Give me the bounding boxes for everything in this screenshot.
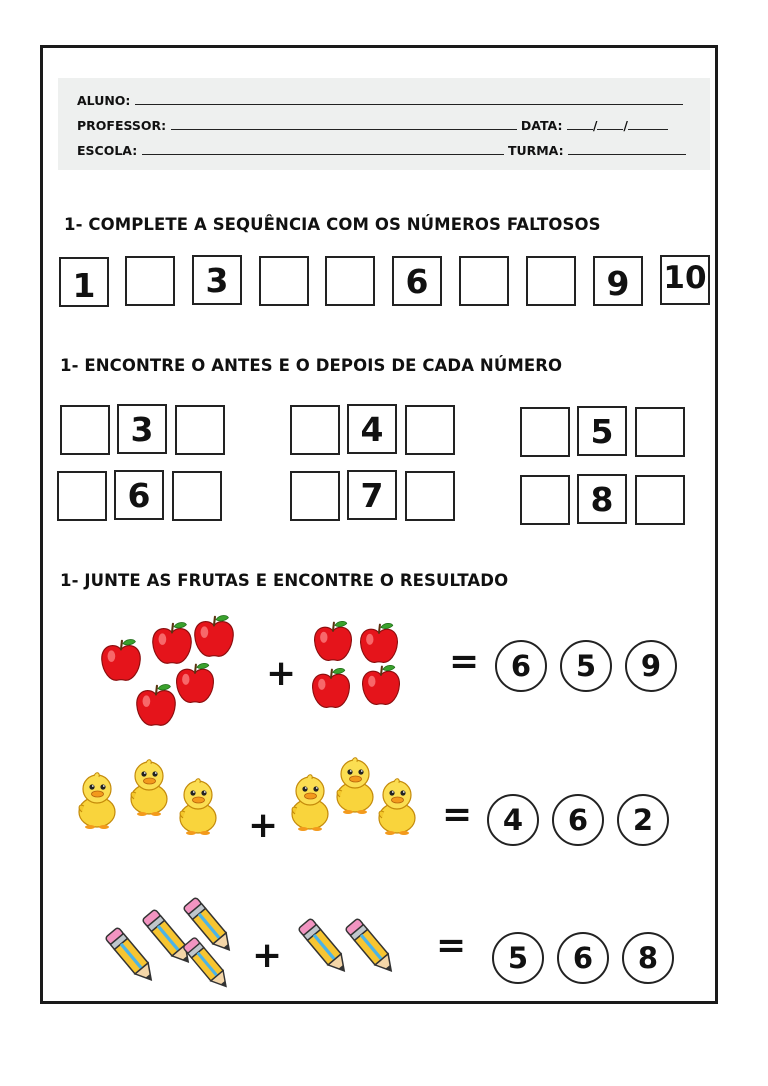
sequence-box-6[interactable]: 6 — [392, 256, 442, 306]
after-box-5[interactable] — [635, 407, 685, 457]
answer-option[interactable]: 9 — [625, 640, 677, 692]
before-box-6[interactable] — [57, 471, 107, 521]
aluno-field[interactable] — [135, 93, 683, 105]
answer-option[interactable]: 5 — [560, 640, 612, 692]
apple-icon — [97, 636, 145, 684]
apple-icon — [310, 618, 356, 664]
apple-icon — [356, 620, 402, 666]
sequence-box-5[interactable] — [325, 256, 375, 306]
equals-sign: = — [442, 794, 473, 835]
answer-option[interactable]: 6 — [557, 932, 609, 984]
duck-icon — [173, 776, 223, 836]
sequence-box-3[interactable]: 3 — [192, 255, 242, 305]
professor-row: PROFESSOR: DATA: / / — [77, 118, 668, 133]
equals-sign: = — [436, 925, 467, 966]
number-box-3: 3 — [117, 404, 167, 454]
duck-icon — [372, 776, 422, 836]
answer-option[interactable]: 6 — [495, 640, 547, 692]
duck-icon — [72, 770, 122, 830]
sequence-box-1[interactable]: 1 — [59, 257, 109, 307]
before-box-4[interactable] — [290, 405, 340, 455]
apple-icon — [190, 612, 238, 660]
sequence-box-4[interactable] — [259, 256, 309, 306]
before-box-5[interactable] — [520, 407, 570, 457]
answer-option[interactable]: 4 — [487, 794, 539, 846]
apple-icon — [358, 662, 404, 708]
before-box-3[interactable] — [60, 405, 110, 455]
turma-field[interactable] — [568, 143, 686, 155]
sequence-box-7[interactable] — [459, 256, 509, 306]
number-box-8: 8 — [577, 474, 627, 524]
section3-title: 1- JUNTE AS FRUTAS E ENCONTRE O RESULTADO — [60, 571, 509, 590]
aluno-row — [77, 93, 683, 108]
equals-sign: = — [449, 641, 480, 682]
number-box-6: 6 — [114, 470, 164, 520]
answer-option[interactable]: 6 — [552, 794, 604, 846]
after-box-6[interactable] — [172, 471, 222, 521]
plus-sign: + — [266, 653, 297, 694]
duck-icon — [124, 757, 174, 817]
section1-title: 1- COMPLETE A SEQUÊNCIA COM OS NÚMEROS FALTOSOS — [64, 215, 601, 234]
page-border — [40, 45, 718, 1004]
sequence-box-8[interactable] — [526, 256, 576, 306]
professor-label: PROFESSOR: — [77, 118, 167, 133]
apple-icon — [308, 665, 354, 711]
data-day-field[interactable] — [567, 118, 593, 130]
answer-option[interactable]: 8 — [622, 932, 674, 984]
sequence-box-2[interactable] — [125, 256, 175, 306]
escola-label: ESCOLA: — [77, 143, 138, 158]
number-box-7: 7 — [347, 470, 397, 520]
section2-title: 1- ENCONTRE O ANTES E O DEPOIS DE CADA NÚMERO — [60, 356, 563, 375]
duck-icon — [285, 772, 335, 832]
turma-label: TURMA: — [507, 143, 564, 158]
pencil-icon — [178, 935, 238, 995]
plus-sign: + — [248, 805, 279, 846]
answer-option[interactable]: 2 — [617, 794, 669, 846]
escola-row — [77, 143, 686, 158]
number-box-4: 4 — [347, 404, 397, 454]
sequence-box-10[interactable]: 10 — [660, 255, 710, 305]
after-box-4[interactable] — [405, 405, 455, 455]
escola-field[interactable] — [142, 143, 504, 155]
after-box-7[interactable] — [405, 471, 455, 521]
sequence-box-9[interactable]: 9 — [593, 256, 643, 306]
data-month-field[interactable] — [597, 118, 623, 130]
before-box-7[interactable] — [290, 471, 340, 521]
aluno-label: ALUNO: — [77, 93, 131, 108]
data-label: DATA: — [520, 118, 563, 133]
pencil-icon — [340, 916, 404, 980]
professor-field[interactable] — [171, 118, 517, 130]
before-box-8[interactable] — [520, 475, 570, 525]
plus-sign: + — [252, 935, 283, 976]
data-year-field[interactable] — [628, 118, 668, 130]
apple-icon — [132, 681, 180, 729]
number-box-5: 5 — [577, 406, 627, 456]
after-box-3[interactable] — [175, 405, 225, 455]
after-box-8[interactable] — [635, 475, 685, 525]
answer-option[interactable]: 5 — [492, 932, 544, 984]
